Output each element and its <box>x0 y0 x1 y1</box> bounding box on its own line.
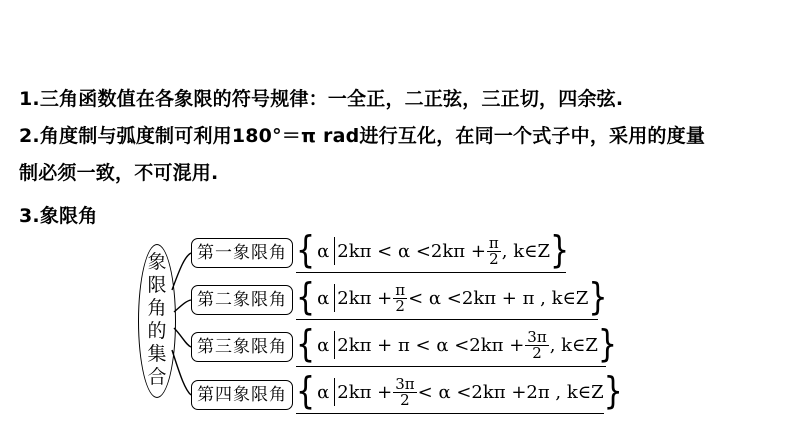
rule-1-text: 1.三角函数值在各象限的符号规律：一全正，二正弦，三正切，四余弦. <box>19 88 624 110</box>
quadrant-set-oval-label <box>138 251 176 389</box>
fraction <box>487 233 501 268</box>
rule-2-text-line1: 2.角度制与弧度制可利用180°＝π rad进行互化，在同一个式子中，采用的度量 <box>19 125 706 147</box>
alpha-symbol: α <box>317 287 330 309</box>
quadrant-3-formula <box>296 322 617 367</box>
fraction-denominator: 2 <box>395 296 405 315</box>
formula-pre: 2kπ < α <2kπ + <box>337 240 486 262</box>
open-brace-icon: { <box>296 228 316 273</box>
alpha-symbol: α <box>317 381 330 403</box>
fraction-denominator: 2 <box>532 343 542 362</box>
close-brace-icon: } <box>597 322 617 367</box>
oval-char: 合 <box>147 366 167 388</box>
fraction <box>525 327 548 362</box>
oval-char: 的 <box>147 320 167 342</box>
rule-2-text-line2: 制必须一致，不可混用. <box>19 162 219 184</box>
alpha-symbol: α <box>317 334 330 356</box>
fraction-denominator: 2 <box>400 390 410 409</box>
such-that-bar <box>334 237 335 265</box>
close-brace-icon: } <box>588 275 608 320</box>
oval-char: 集 <box>147 343 167 365</box>
formula-post: , k∈Z <box>549 334 598 356</box>
quadrant-4-label: 第四象限角 <box>191 380 293 410</box>
quadrant-1-label: 第一象限角 <box>191 238 293 268</box>
quadrant-1-formula <box>296 228 570 273</box>
fraction-numerator: π <box>488 233 499 252</box>
quadrant-2-formula <box>296 275 608 320</box>
such-that-bar <box>334 284 335 312</box>
formula-pre: 2kπ + <box>337 287 393 309</box>
open-brace-icon: { <box>296 369 316 414</box>
formula-pre: 2kπ + <box>337 381 393 403</box>
formula-post: < α <2kπ +2π , k∈Z <box>417 381 604 403</box>
fraction <box>393 280 407 315</box>
open-brace-icon: { <box>296 322 316 367</box>
fraction-numerator: 3π <box>527 327 547 346</box>
fraction-numerator: 3π <box>395 374 415 393</box>
section-3-heading: 3.象限角 <box>19 205 98 227</box>
oval-char: 限 <box>147 274 167 296</box>
fraction-numerator: π <box>395 280 406 299</box>
quadrant-2-label: 第二象限角 <box>191 285 293 315</box>
close-brace-icon: } <box>549 228 570 273</box>
fraction <box>393 374 416 409</box>
quadrant-3-label: 第三象限角 <box>191 332 293 362</box>
oval-char: 角 <box>147 297 167 319</box>
such-that-bar <box>334 378 335 406</box>
formula-post: < α <2kπ + π , k∈Z <box>408 287 589 309</box>
close-brace-icon: } <box>603 369 623 414</box>
formula-post: , k∈Z <box>501 240 550 262</box>
quadrant-4-formula <box>296 369 623 414</box>
fraction-denominator: 2 <box>489 249 499 268</box>
formula-pre: 2kπ + π < α <2kπ + <box>337 334 525 356</box>
alpha-symbol: α <box>317 240 330 262</box>
open-brace-icon: { <box>296 275 316 320</box>
such-that-bar <box>334 331 335 359</box>
oval-char: 象 <box>147 251 167 273</box>
